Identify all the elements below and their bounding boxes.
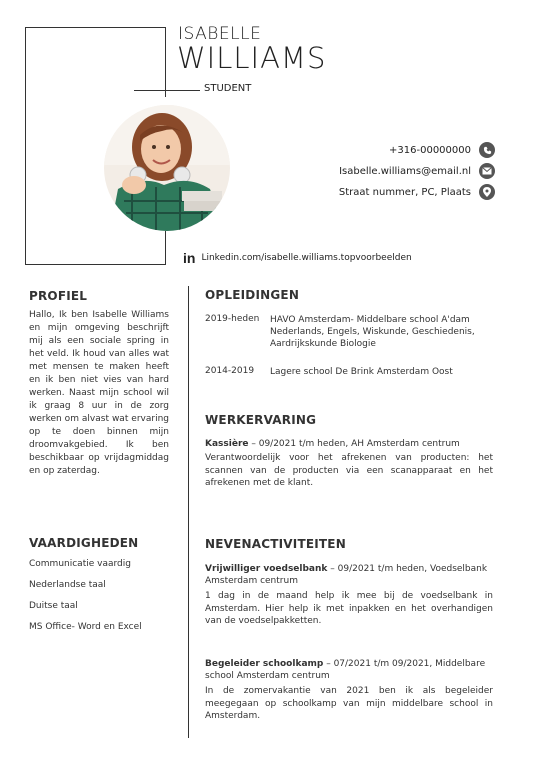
first-name: ISABELLE xyxy=(178,24,262,44)
education-period: 2014-2019 xyxy=(205,366,255,376)
location-icon xyxy=(479,184,495,200)
column-divider xyxy=(188,286,189,738)
contact-linkedin xyxy=(183,250,412,266)
email-text: Isabelle.williams@email.nl xyxy=(339,165,471,177)
linkedin-icon: in xyxy=(183,250,196,266)
side-activities-title: NEVENACTIVITEITEN xyxy=(205,537,346,551)
education-description: HAVO Amsterdam- Middelbare school A'dam Nederlands, Engels, Wiskunde, Geschiedenis, Aardrijkskunde Biologie xyxy=(270,315,475,349)
activity-item-header xyxy=(205,659,495,682)
frame-line xyxy=(165,27,166,97)
role-underline xyxy=(134,90,200,91)
phone-text: +316-00000000 xyxy=(389,144,471,156)
contact-email xyxy=(339,163,495,179)
activity-item-header xyxy=(205,564,495,587)
profile-photo xyxy=(104,105,230,231)
role-title: STUDENT xyxy=(204,83,252,94)
activity-details: – 09/2021 t/m heden, Voedselbank Amsterdam centrum xyxy=(205,564,488,586)
work-title: WERKERVARING xyxy=(205,413,317,427)
skill-item: Communicatie vaardig xyxy=(29,559,131,569)
education-period: 2019-heden xyxy=(205,314,260,324)
activity-role: Begeleider schoolkamp xyxy=(205,659,324,669)
skill-item: Nederlandse taal xyxy=(29,580,106,590)
address-text: Straat nummer, PC, Plaats xyxy=(338,186,471,198)
activity-description: 1 dag in de maand help ik mee bij de voedselbank in Amsterdam. Hier help ik met inpakken en het overhandigen van de voedselpakketten. xyxy=(205,591,493,626)
skill-item: Duitse taal xyxy=(29,601,78,611)
activity-details: – 07/2021 t/m 09/2021, Middelbare school Amsterdam centrum xyxy=(205,659,486,681)
skill-item: MS Office- Word en Excel xyxy=(29,622,142,632)
mail-icon xyxy=(479,163,495,179)
work-role: Kassière xyxy=(205,439,249,449)
profile-text: Hallo, Ik ben Isabelle Williams en mijn omgeving beschrijft mij als een sociale spring in het veld. Ik houd van alles wat met mensen te maken heeft en ik ben niet vies van hard werken. Naast mijn school wil ik graag 8 uur in de zorg werken om alvast wat ervaring op te doen binnen mijn droomvakgebied. Ik ben beschikbaar op vrijdagmiddag en op zaterdag. xyxy=(29,310,169,476)
last-name: WILLIAMS xyxy=(177,41,327,75)
education-title: OPLEIDINGEN xyxy=(205,288,300,302)
contact-address xyxy=(339,184,495,200)
profile-title: PROFIEL xyxy=(29,289,88,303)
work-description: Verantwoordelijk voor het afrekenen van producten: het scannen van de producten via een scanapparaat en het afrekenen met de klant. xyxy=(205,453,493,488)
phone-icon xyxy=(479,142,495,158)
skills-title: VAARDIGHEDEN xyxy=(29,536,139,550)
education-description: Lagere school De Brink Amsterdam Oost xyxy=(270,367,453,377)
work-details: – 09/2021 t/m heden, AH Amsterdam centrum xyxy=(248,439,460,449)
contact-phone xyxy=(389,142,495,158)
activity-description: In de zomervakantie van 2021 ben ik als begeleider meegegaan op schoolkamp van mijn middelbare school in Amsterdam. xyxy=(205,686,493,721)
work-item-header xyxy=(205,439,495,451)
activity-role: Vrijwilliger voedselbank xyxy=(205,564,328,574)
linkedin-text: Linkedin.com/isabelle.williams.topvoorbeelden xyxy=(201,253,412,263)
